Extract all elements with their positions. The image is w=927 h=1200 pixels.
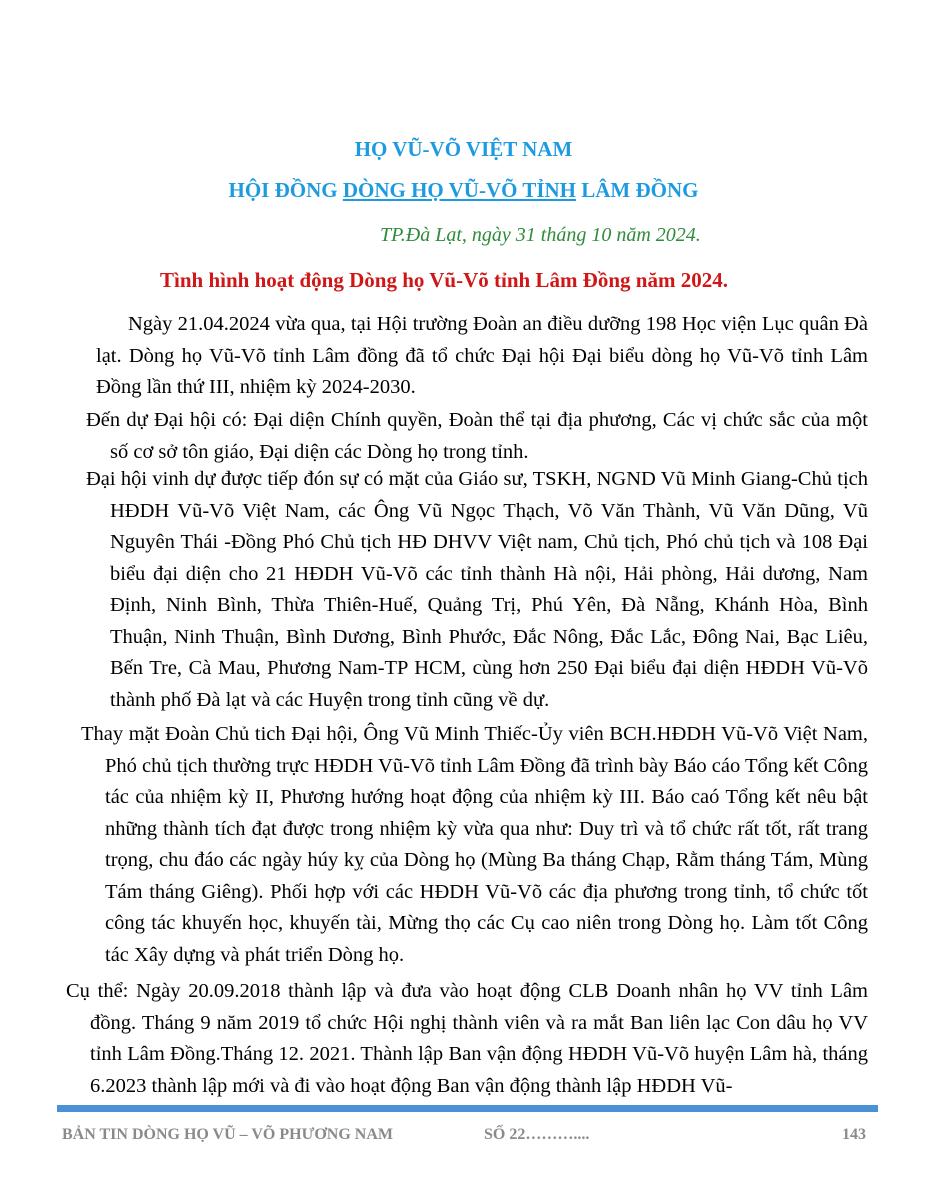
organization-name: HỌ VŨ-VÕ VIỆT NAM <box>354 137 573 161</box>
paragraph: Thay mặt Đoàn Chủ tich Đại hội, Ông Vũ Minh Thiếc-Ủy viên BCH.HĐDH Vũ-Võ Việt Nam, Phó chủ tịch thường trực HĐDH Vũ-Võ tỉnh Lâm Đồng đã trình bày Báo cáo Tổng kết Công tác của nhiệm kỳ II, Phương hướng hoạt động của nhiệm kỳ III. Báo caó Tổng kết nêu bật những thành tích đạt được trong nhiệm kỳ vừa qua như: Duy trì và tổ chức rất tốt, rất trang trọng, chu đáo các ngày húy kỵ của Dòng họ (Mùng Ba tháng Chạp, Rằm tháng Tám, Mùng Tám tháng Giêng). Phối hợp với các HĐDH Vũ-Võ các địa phương trong tỉnh, tổ chức tốt công tác khuyến học, khuyến tài, Mừng thọ các Cụ cao niên trong Dòng họ. Làm tốt Công tác Xây dựng và phát triển Dòng họ. <box>81 723 868 966</box>
footer-divider <box>57 1105 878 1112</box>
footer-publication: BẢN TIN DÒNG HỌ VŨ – VÕ PHƯƠNG NAM <box>62 1126 393 1143</box>
council-name-suffix: LÂM ĐỒNG <box>576 178 699 202</box>
date-line: TP.Đà Lạt, ngày 31 tháng 10 năm 2024. <box>380 224 701 246</box>
paragraph: Ngày 21.04.2024 vừa qua, tại Hội trường Đoàn an điều dưỡng 198 Học viện Lục quân Đà lạt. Dòng họ Vũ-Võ tỉnh Lâm đồng đã tổ chức Đại hội Đại biểu dòng họ Vũ-Võ tỉnh Lâm Đồng lần thứ III, nhiệm kỳ 2024-2030. <box>96 313 868 398</box>
article-title: Tình hình hoạt động Dòng họ Vũ-Võ tỉnh Lâm Đồng năm 2024. <box>160 268 728 292</box>
footer-issue: SỐ 22……….... <box>484 1126 590 1143</box>
paragraph: Đại hội vinh dự được tiếp đón sự có mặt của Giáo sư, TSKH, NGND Vũ Minh Giang-Chủ tịch HĐDH Vũ-Võ Việt Nam, các Ông Vũ Ngọc Thạch, Võ Văn Thành, Vũ Văn Dũng, Vũ Nguyên Thái -Đồng Phó Chủ tịch HĐ DHVV Việt nam, Chủ tịch, Phó chủ tịch và 108 Đại biểu đại diện cho 21 HĐDH Vũ-Võ các tỉnh thành Hà nội, Hải phòng, Hải dương, Nam Định, Ninh Bình, Thừa Thiên-Huế, Quảng Trị, Phú Yên, Đà Nẵng, Khánh Hòa, Bình Thuận, Ninh Thuận, Bình Dương, Bình Phước, Đắc Nông, Đắc Lắc, Đông Nai, Bạc Liêu, Bến Tre, Cà Mau, Phương Nam-TP HCM, cùng hơn 250 Đại biểu đại diện HĐDH Vũ-Võ thành phố Đà lạt và các Huyện trong tỉnh cũng về dự. <box>86 468 868 711</box>
page-number: 143 <box>842 1126 866 1143</box>
paragraph: Đến dự Đại hội có: Đại diện Chính quyền, Đoàn thể tại địa phương, Các vị chức sắc của một số cơ sở tôn giáo, Đại diện các Dòng họ trong tỉnh. <box>86 409 868 463</box>
council-name <box>0 178 927 203</box>
paragraph: Cụ thể: Ngày 20.09.2018 thành lập và đưa vào hoạt động CLB Doanh nhân họ VV tỉnh Lâm đồng. Tháng 9 năm 2019 tổ chức Hội nghị thành viên và ra mắt Ban liên lạc Con dâu họ VV tỉnh Lâm Đồng.Tháng 12. 2021. Thành lập Ban vận động HĐDH Vũ-Võ huyện Lâm hà, tháng 6.2023 thành lập mới và đi vào hoạt động Ban vận động thành lập HĐDH Vũ- <box>66 980 868 1097</box>
council-name-prefix: HỘI ĐỒNG <box>228 178 343 202</box>
council-name-underlined: DÒNG HỌ VŨ-VÕ TỈNH <box>342 178 576 202</box>
